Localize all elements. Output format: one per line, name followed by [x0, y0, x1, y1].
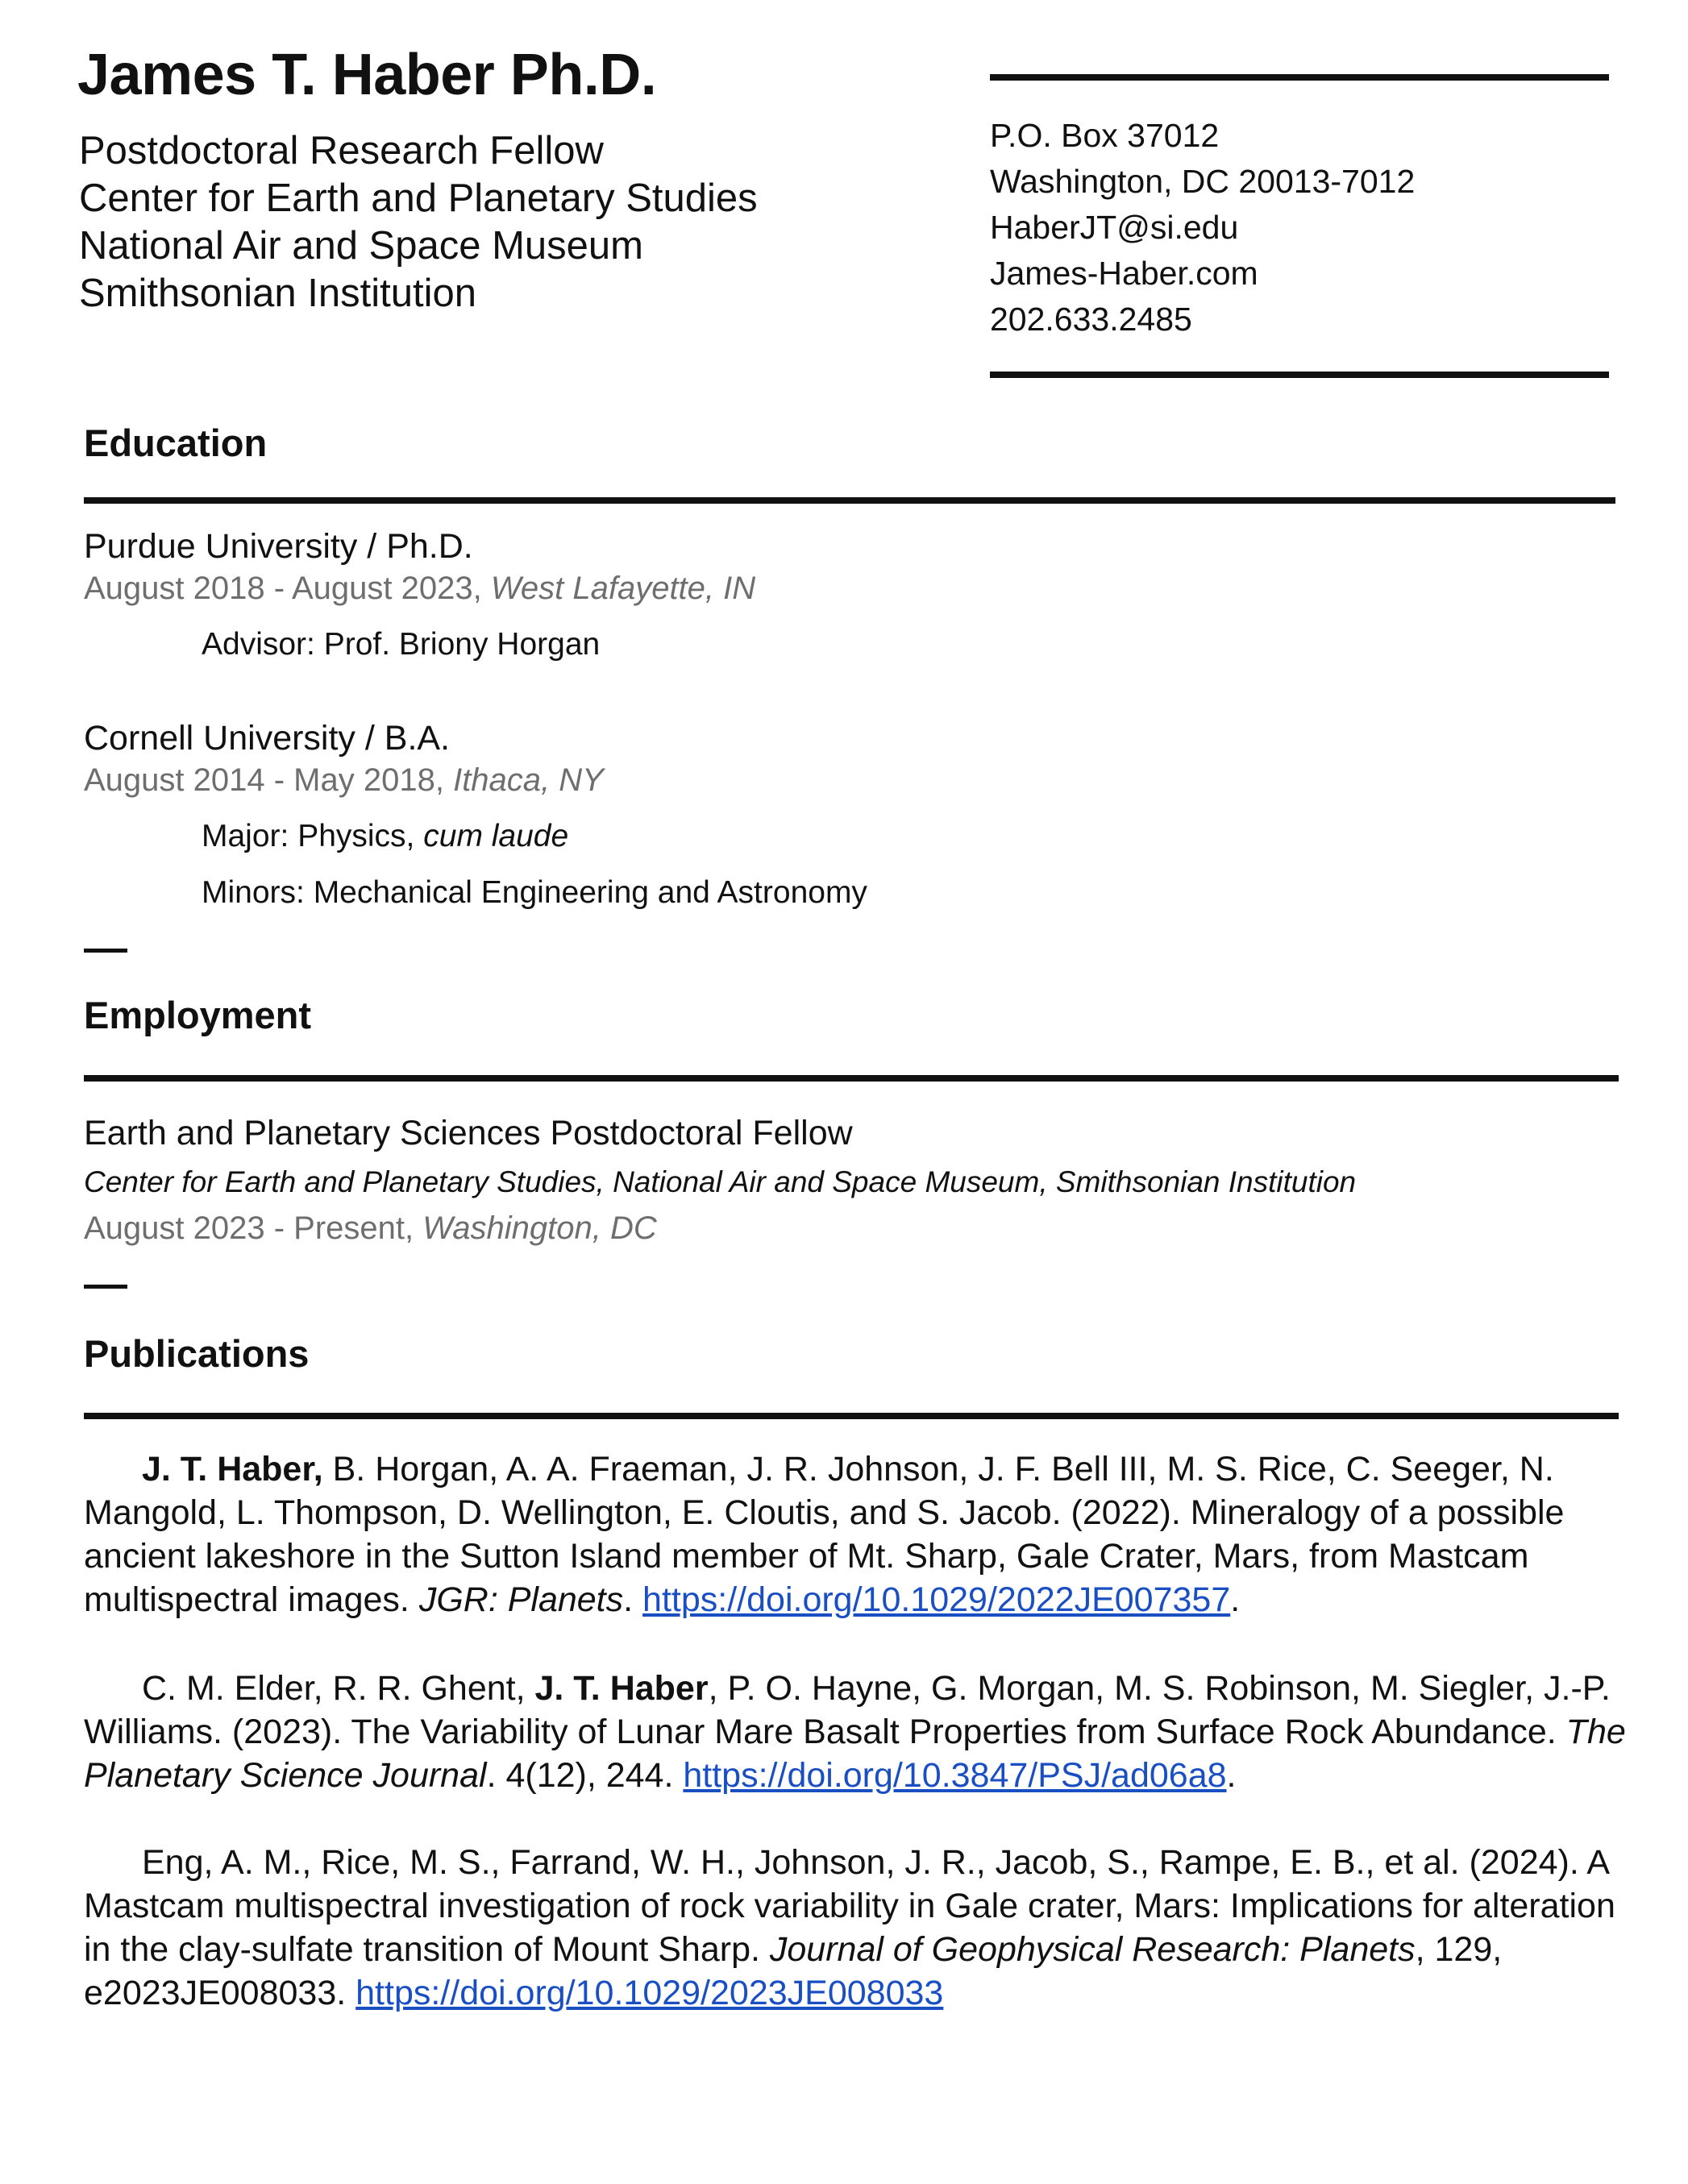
pub-journal: JGR: Planets	[418, 1580, 624, 1619]
education-major	[202, 819, 568, 854]
contact-block	[990, 113, 1415, 343]
doi-link[interactable]: https://doi.org/10.3847/PSJ/ad06a8	[683, 1756, 1227, 1795]
publication-entry	[84, 1841, 1630, 2015]
doi-link[interactable]: https://doi.org/10.1029/2022JE007357	[642, 1580, 1231, 1619]
website[interactable]: James-Haber.com	[990, 255, 1258, 292]
education-location: West Lafayette, IN	[490, 571, 756, 606]
education-heading: Education	[84, 421, 268, 464]
affiliation-line: National Air and Space Museum	[79, 224, 643, 268]
section-rule	[84, 1075, 1619, 1082]
section-rule	[84, 1413, 1619, 1419]
employment-meta	[84, 1210, 657, 1247]
education-dates: August 2018 - August 2023,	[84, 571, 482, 606]
pub-text: B. Horgan, A. A. Fraeman, J. R. Johnson, J. F. Bell III, M. S. Rice, C. Seeger, N. Mangold, L. Thompson, D. Wellington, E. Cloutis, and S. Jacob. (2022). Mineralogy of a possible ancient lakeshore in the Sutton Island member of Mt. Sharp, Gale Crater, Mars, from Mastcam multispectral images.	[84, 1450, 1565, 1619]
education-advisor: Advisor: Prof. Briony Horgan	[202, 627, 601, 662]
education-meta	[84, 762, 604, 799]
major-label: Major: Physics,	[202, 819, 415, 853]
affiliation-block	[79, 127, 758, 318]
employment-dates: August 2023 - Present,	[84, 1210, 414, 1246]
publications-heading: Publications	[84, 1332, 310, 1375]
major-honor: cum laude	[423, 819, 569, 853]
author-highlight: J. T. Haber,	[142, 1450, 323, 1489]
author-highlight: J. T. Haber	[534, 1669, 709, 1708]
education-title: Cornell University / B.A.	[84, 719, 451, 758]
employment-location: Washington, DC	[422, 1210, 657, 1246]
pub-text: C. M. Elder, R. R. Ghent,	[142, 1669, 535, 1708]
contact-top-rule	[990, 74, 1609, 81]
employment-title: Earth and Planetary Sciences Postdoctoral Fellow	[84, 1114, 853, 1152]
pub-text: . 4(12), 244.	[486, 1756, 684, 1795]
education-title: Purdue University / Ph.D.	[84, 527, 473, 566]
education-meta	[84, 571, 755, 607]
pub-text: , P. O. Hayne, G. Morgan, M. S. Robinson, M. Siegler, J.-P. Williams. (2023). The Variability of Lunar Mare Basalt Properties from Surface Rock Abundance.	[84, 1669, 1611, 1751]
employment-heading: Employment	[84, 994, 312, 1036]
contact-bottom-rule	[990, 372, 1609, 378]
address-line-2: Washington, DC 20013-7012	[990, 163, 1416, 200]
affiliation-line: Center for Earth and Planetary Studies	[79, 176, 758, 220]
phone: 202.633.2485	[990, 301, 1192, 338]
education-dates: August 2014 - May 2018,	[84, 762, 444, 798]
section-rule	[84, 497, 1615, 504]
pub-end: .	[1226, 1756, 1237, 1795]
pub-text: .	[623, 1580, 643, 1619]
education-minors: Minors: Mechanical Engineering and Astronomy	[202, 875, 867, 910]
email[interactable]: HaberJT@si.edu	[990, 209, 1239, 246]
pub-journal: Journal of Geophysical Research: Planets	[769, 1930, 1416, 1969]
pub-text: Eng, A. M., Rice, M. S., Farrand, W. H., Johnson, J. R., Jacob, S., Rampe, E. B., et al. (2024). A Mastcam multispectral investigation of rock variability in Gale crater, Mars: Implications for alteration in the clay-sulfate transition of Mount Sharp.	[84, 1843, 1615, 1969]
section-dash	[84, 949, 127, 953]
pub-end: .	[1230, 1580, 1241, 1619]
address-line-1: P.O. Box 37012	[990, 117, 1220, 154]
section-dash	[84, 1285, 127, 1289]
pub-text: , 129, e2023JE008033.	[84, 1930, 1503, 2012]
publication-entry	[84, 1667, 1630, 1797]
employment-institution: Center for Earth and Planetary Studies, National Air and Space Museum, Smithsonian Institution	[84, 1165, 1357, 1198]
pub-journal: The Planetary Science Journal	[84, 1713, 1626, 1795]
cv-name: James T. Haber Ph.D.	[77, 43, 657, 107]
affiliation-line: Smithsonian Institution	[79, 272, 476, 315]
doi-link[interactable]: https://doi.org/10.1029/2023JE008033	[355, 1974, 944, 2012]
education-location: Ithaca, NY	[453, 762, 604, 798]
affiliation-line: Postdoctoral Research Fellow	[79, 129, 604, 172]
publication-entry	[84, 1447, 1630, 1621]
